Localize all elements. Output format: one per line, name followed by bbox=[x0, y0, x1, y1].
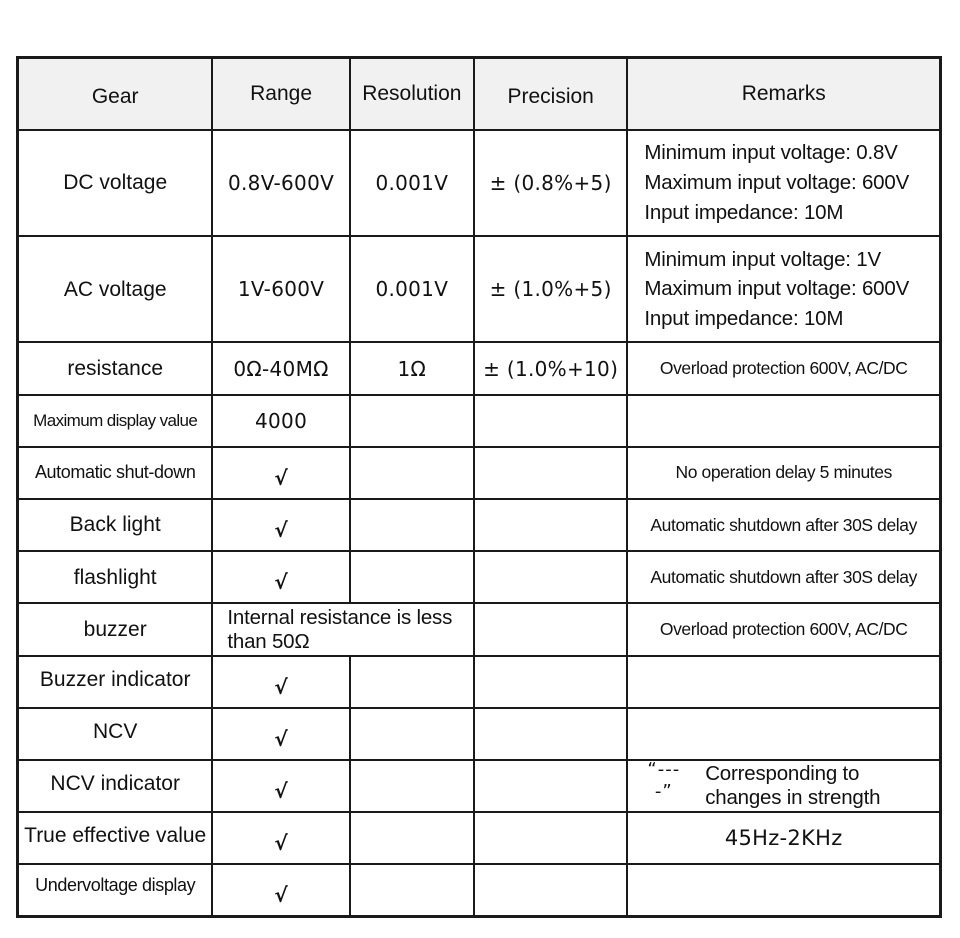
gear-cell: NCV indicator bbox=[18, 760, 213, 812]
row-auto-shutdown bbox=[18, 447, 941, 499]
check-mark: √ bbox=[212, 551, 349, 603]
remark-text: Corresponding to changes in strength bbox=[705, 762, 881, 809]
row-undervoltage bbox=[18, 864, 941, 916]
row-max-display bbox=[18, 395, 941, 447]
remark-line: Input impedance: 10M bbox=[644, 307, 844, 331]
header-resolution: Resolution bbox=[350, 58, 474, 130]
row-dc-voltage bbox=[18, 130, 941, 236]
resolution-cell bbox=[350, 656, 474, 708]
row-ncv bbox=[18, 708, 941, 760]
resolution-cell bbox=[350, 447, 474, 499]
row-ac-voltage bbox=[18, 236, 941, 342]
row-buzzer-indicator bbox=[18, 656, 941, 708]
gear-cell: NCV bbox=[18, 708, 213, 760]
check-mark: √ bbox=[212, 447, 349, 499]
header-gear: Gear bbox=[18, 58, 213, 130]
remarks-cell bbox=[627, 656, 940, 708]
remarks-cell bbox=[627, 236, 940, 342]
precision-cell: ± (1.0%+5) bbox=[474, 236, 627, 342]
header-remarks: Remarks bbox=[627, 58, 940, 130]
row-resistance bbox=[18, 342, 941, 394]
precision-cell: ± (1.0%+10) bbox=[474, 342, 627, 394]
remarks-cell: Overload protection 600V, AC/DC bbox=[627, 342, 940, 394]
resolution-cell bbox=[350, 551, 474, 603]
precision-cell bbox=[474, 447, 627, 499]
precision-cell bbox=[474, 656, 627, 708]
precision-cell bbox=[474, 812, 627, 864]
remark-line: Input impedance: 10M bbox=[644, 200, 844, 224]
resolution-cell: 0.001V bbox=[350, 236, 474, 342]
remarks-cell bbox=[627, 864, 940, 916]
resolution-cell bbox=[350, 760, 474, 812]
resolution-cell: 0.001V bbox=[350, 130, 474, 236]
check-mark: √ bbox=[212, 499, 349, 551]
remarks-cell bbox=[627, 130, 940, 236]
resolution-cell bbox=[350, 708, 474, 760]
remarks-cell: Automatic shutdown after 30S delay bbox=[627, 551, 940, 603]
resolution-cell bbox=[350, 812, 474, 864]
row-buzzer bbox=[18, 603, 941, 655]
row-flashlight bbox=[18, 551, 941, 603]
dash-indicator-symbol: “----” bbox=[647, 759, 681, 802]
spec-table bbox=[16, 56, 942, 918]
gear-cell: DC voltage bbox=[18, 130, 213, 236]
remark-line: Minimum input voltage: 1V bbox=[644, 247, 881, 271]
range-cell: 1V-600V bbox=[212, 236, 349, 342]
precision-cell bbox=[474, 708, 627, 760]
check-mark: √ bbox=[212, 760, 349, 812]
check-mark: √ bbox=[212, 812, 349, 864]
header-precision: Precision bbox=[474, 58, 627, 130]
range-cell: Internal resistance is less than 50Ω bbox=[212, 603, 474, 655]
resolution-cell bbox=[350, 864, 474, 916]
remarks-cell: No operation delay 5 minutes bbox=[627, 447, 940, 499]
header-range: Range bbox=[212, 58, 349, 130]
range-cell: 0.8V-600V bbox=[212, 130, 349, 236]
gear-cell: buzzer bbox=[18, 603, 213, 655]
range-cell: 0Ω-40MΩ bbox=[212, 342, 349, 394]
resolution-cell bbox=[350, 499, 474, 551]
check-mark: √ bbox=[212, 708, 349, 760]
range-cell: 4000 bbox=[212, 395, 349, 447]
row-ncv-indicator bbox=[18, 760, 941, 812]
gear-cell: Back light bbox=[18, 499, 213, 551]
ncv-remark bbox=[632, 759, 935, 809]
precision-cell bbox=[474, 760, 627, 812]
remark-line: Minimum input voltage: 0.8V bbox=[644, 141, 898, 165]
precision-cell bbox=[474, 864, 627, 916]
remarks-cell: Overload protection 600V, AC/DC bbox=[627, 603, 940, 655]
remarks-cell: Automatic shutdown after 30S delay bbox=[627, 499, 940, 551]
row-back-light bbox=[18, 499, 941, 551]
precision-cell bbox=[474, 551, 627, 603]
remarks-cell bbox=[627, 395, 940, 447]
header-row bbox=[18, 58, 941, 130]
check-mark: √ bbox=[212, 864, 349, 916]
gear-cell: Automatic shut-down bbox=[18, 447, 213, 499]
precision-cell bbox=[474, 395, 627, 447]
check-mark: √ bbox=[212, 656, 349, 708]
gear-cell: Buzzer indicator bbox=[18, 656, 213, 708]
remarks-cell bbox=[627, 708, 940, 760]
gear-cell: resistance bbox=[18, 342, 213, 394]
remarks-cell bbox=[627, 760, 940, 812]
precision-cell bbox=[474, 499, 627, 551]
gear-cell: AC voltage bbox=[18, 236, 213, 342]
resolution-cell: 1Ω bbox=[350, 342, 474, 394]
gear-cell: Undervoltage display bbox=[18, 864, 213, 916]
resolution-cell bbox=[350, 395, 474, 447]
row-true-effective bbox=[18, 812, 941, 864]
gear-cell: True effective value bbox=[18, 812, 213, 864]
remarks-cell: 45Hz-2KHz bbox=[627, 812, 940, 864]
remark-line: Maximum input voltage: 600V bbox=[644, 277, 910, 301]
gear-cell: flashlight bbox=[18, 551, 213, 603]
precision-cell: ± (0.8%+5) bbox=[474, 130, 627, 236]
gear-cell: Maximum display value bbox=[18, 395, 213, 447]
precision-cell bbox=[474, 603, 627, 655]
remark-line: Maximum input voltage: 600V bbox=[644, 171, 910, 195]
